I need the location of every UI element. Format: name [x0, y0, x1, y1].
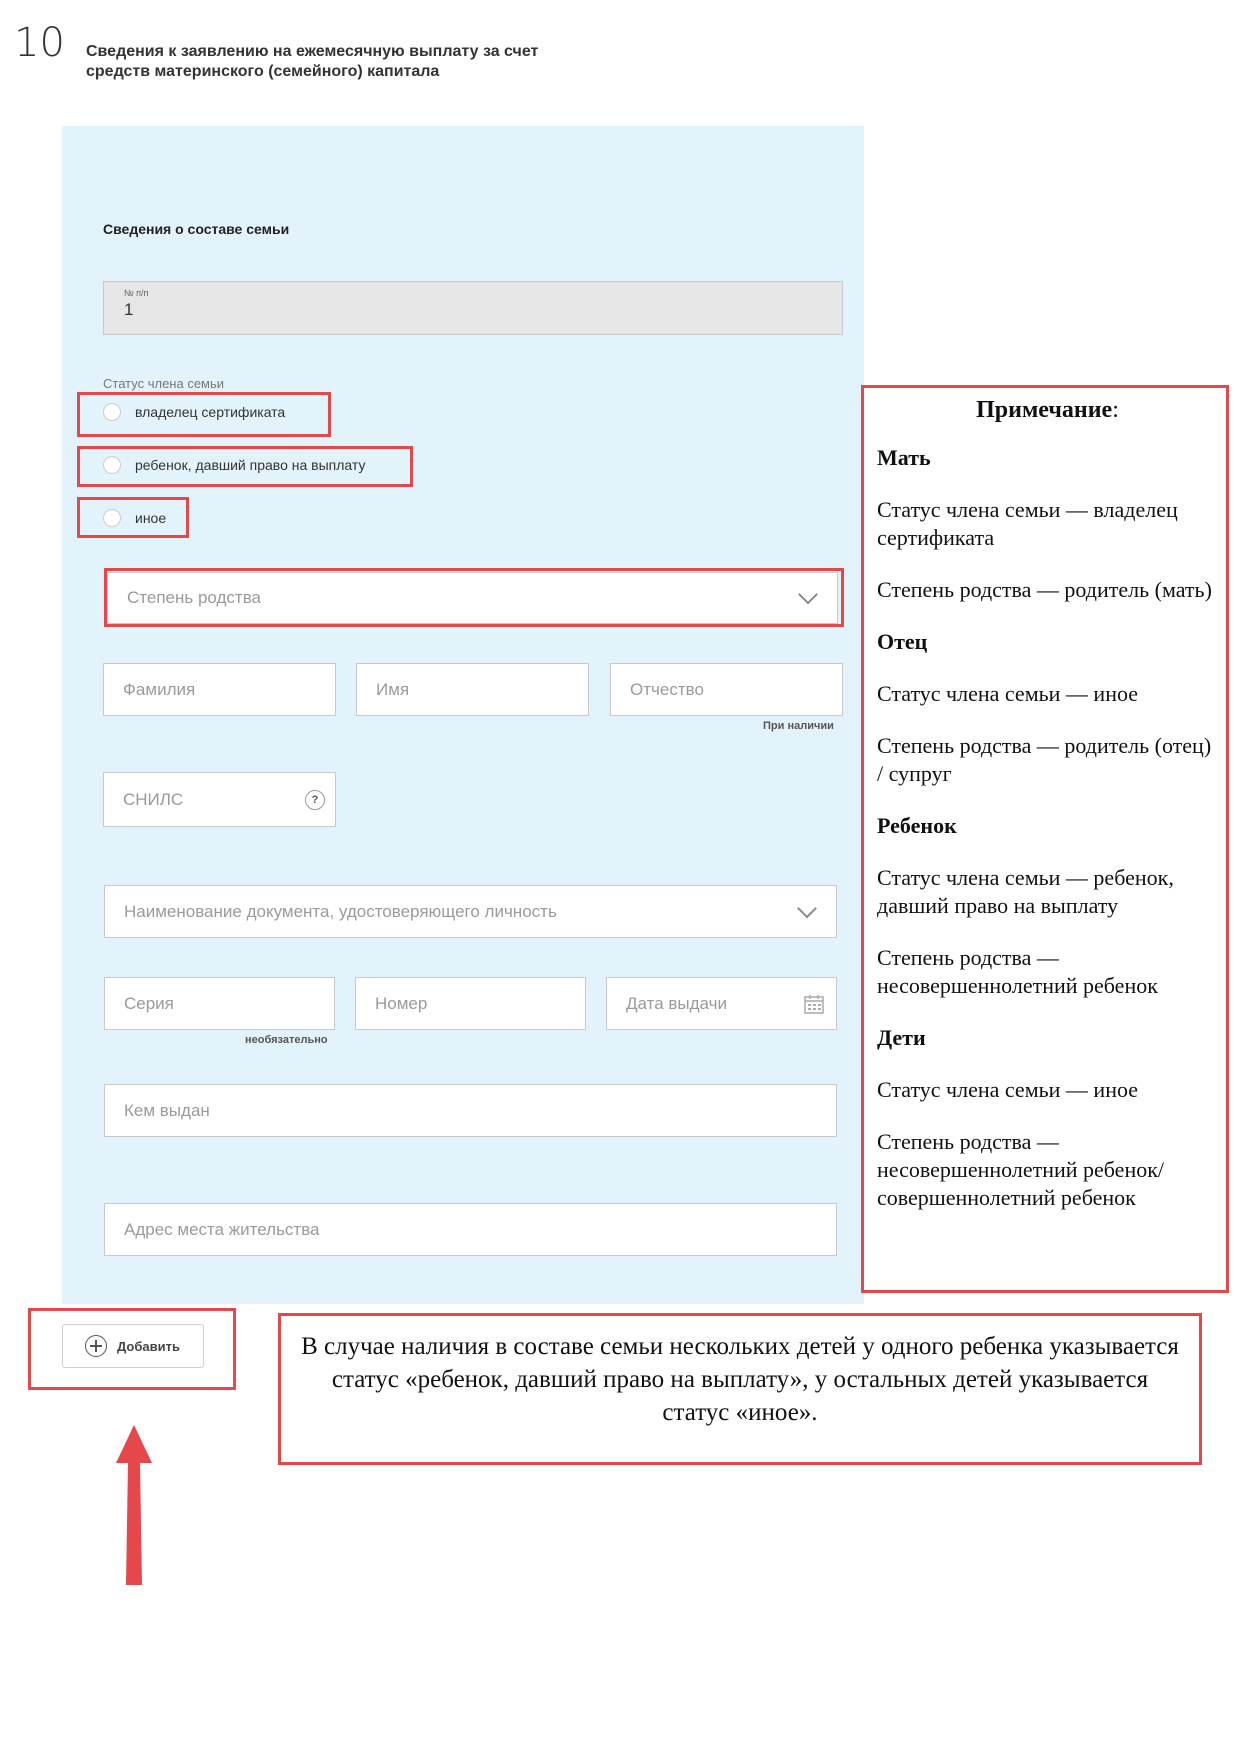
row-number-label: № п/п — [124, 288, 149, 298]
series-input[interactable] — [104, 977, 335, 1030]
series-hint: необязательно — [245, 1034, 328, 1046]
number-placeholder: Номер — [375, 993, 428, 1013]
calendar-icon[interactable] — [804, 994, 824, 1014]
document-type-select[interactable] — [104, 885, 837, 938]
highlight-add-button — [28, 1308, 236, 1390]
highlight-relation — [104, 568, 844, 627]
note-mother-status: Статус члена семьи — владелец сертификата — [877, 497, 1178, 550]
section-title: Сведения о составе семьи — [103, 221, 290, 237]
highlight-child-eligible — [77, 446, 413, 487]
note-mother-heading: Мать — [877, 445, 931, 470]
note-father-heading: Отец — [877, 629, 928, 654]
radio-other-label: иное — [135, 510, 167, 526]
patronymic-hint: При наличии — [763, 720, 834, 732]
note-box — [861, 385, 1229, 1293]
row-number-value: 1 — [124, 300, 134, 319]
document-title — [86, 42, 538, 82]
name-placeholder: Имя — [376, 679, 410, 699]
issued-by-placeholder: Кем выдан — [124, 1100, 210, 1120]
issued-by-input[interactable] — [104, 1084, 837, 1137]
surname-input[interactable] — [103, 663, 336, 716]
note-mother-relation: Степень родства — родитель (мать) — [877, 577, 1212, 602]
note-child-relation: Степень родства — несовершеннолетний ребенок — [877, 945, 1158, 998]
status-label: Статус члена семьи — [103, 376, 225, 391]
page-number: 10 — [14, 20, 65, 66]
radio-child-eligible-label: ребенок, давший право на выплату — [135, 457, 366, 473]
address-placeholder: Адрес места жительства — [124, 1219, 320, 1239]
note-children-heading: Дети — [877, 1025, 926, 1050]
document-title-line-2: средств материнского (семейного) капитала — [86, 63, 440, 80]
note-child-status: Статус члена семьи — ребенок, давший право на выплату — [877, 865, 1174, 918]
add-button-label: Добавить — [117, 1338, 180, 1354]
highlight-other — [77, 497, 189, 538]
radio-owner-label: владелец сертификата — [135, 404, 286, 420]
patronymic-input[interactable] — [610, 663, 843, 716]
document-type-placeholder: Наименование документа, удостоверяющего личность — [124, 901, 557, 921]
patronymic-placeholder: Отчество — [630, 679, 704, 699]
note-children-relation: Степень родства — несовершеннолетний ребенок/ совершеннолетний ребенок — [877, 1129, 1165, 1210]
number-input[interactable] — [355, 977, 586, 1030]
note-content — [877, 396, 1218, 1236]
highlight-owner — [77, 392, 331, 437]
note-child-heading: Ребенок — [877, 813, 957, 838]
chevron-down-icon — [797, 898, 817, 918]
snils-placeholder: СНИЛС — [123, 789, 184, 809]
snils-input[interactable] — [103, 772, 336, 827]
note-father-status: Статус члена семьи — иное — [877, 681, 1139, 706]
document-title-line-1: Сведения к заявлению на ежемесячную выплату за счет — [86, 43, 539, 60]
info-box — [278, 1313, 1202, 1465]
issue-date-input[interactable] — [606, 977, 837, 1030]
surname-placeholder: Фамилия — [123, 679, 196, 699]
relation-select-placeholder: Степень родства — [127, 588, 261, 607]
note-children-status: Статус члена семьи — иное — [877, 1077, 1139, 1102]
info-text: В случае наличия в составе семьи нескольких детей у одного ребенка указывается статус «ребенок, давший право на выплату», у остальных детей указывается статус «иное». — [301, 1333, 1179, 1426]
address-input[interactable] — [104, 1203, 837, 1256]
issue-date-placeholder: Дата выдачи — [626, 993, 727, 1013]
series-placeholder: Серия — [124, 993, 174, 1013]
arrow-up-icon — [112, 1425, 156, 1587]
note-title: Примечание: — [976, 397, 1119, 423]
note-title-text: Примечание — [976, 397, 1113, 423]
row-number-field — [103, 281, 843, 335]
name-input[interactable] — [356, 663, 589, 716]
note-father-relation: Степень родства — родитель (отец) / супруг — [877, 733, 1212, 786]
help-icon[interactable]: ? — [305, 790, 325, 810]
